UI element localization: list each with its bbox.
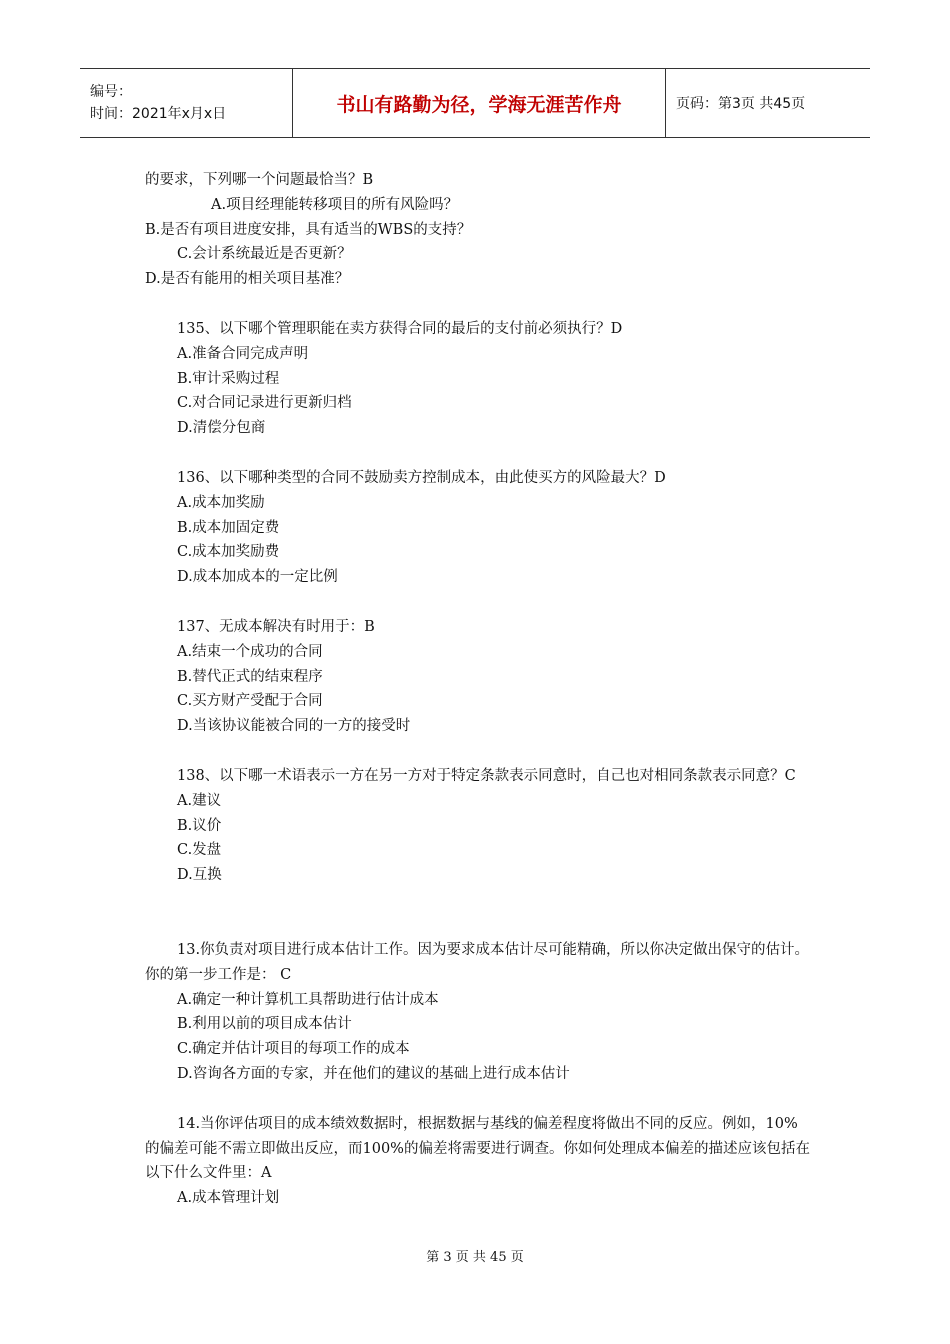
- option: A.结束一个成功的合同: [177, 643, 323, 660]
- question-text: 138、以下哪一术语表示一方在另一方对于特定条款表示同意时，自己也对相同条款表示同意？C: [177, 767, 796, 784]
- page-info-text: 页码：第3页 共45页: [676, 96, 806, 112]
- option: B.利用以前的项目成本估计: [177, 1016, 352, 1033]
- header-motto: [293, 69, 666, 137]
- option: A.项目经理能转移项目的所有风险吗？: [211, 196, 459, 213]
- question-text: 13.你负责对项目进行成本估计工作。因为要求成本估计尽可能精确，所以你决定做出保守的估计。你的第一步工作是： C: [145, 941, 810, 983]
- question-text: 136、以下哪种类型的合同不鼓励卖方控制成本，由此使买方的风险最大？D: [177, 469, 666, 486]
- page-footer: [0, 1246, 950, 1265]
- option: D.清偿分包商: [177, 420, 266, 437]
- motto-text: 书山有路勤为径，学海无涯苦作舟: [336, 93, 622, 116]
- header-page-info: [666, 69, 870, 137]
- option: C.买方财产受配于合同: [177, 693, 323, 710]
- option: D.是否有能用的相关项目基准？: [145, 271, 350, 288]
- option: B.议价: [177, 817, 222, 834]
- header-meta: [80, 69, 293, 137]
- question-text: 135、以下哪个管理职能在卖方获得合同的最后的支付前必须执行？D: [177, 320, 623, 337]
- question-text: 的要求，下列哪一个问题最恰当？B: [145, 172, 374, 188]
- option: A.成本管理计划: [177, 1190, 280, 1207]
- option: C.成本加奖励费: [177, 544, 280, 561]
- option: C.发盘: [177, 842, 222, 859]
- option: B.审计采购过程: [177, 370, 280, 387]
- document-number-label: 编号：: [90, 84, 132, 100]
- option: C.会计系统最近是否更新？: [177, 246, 352, 263]
- option: C.对合同记录进行更新归档: [177, 395, 352, 412]
- option: B.成本加固定费: [177, 519, 280, 536]
- question-text: 14.当你评估项目的成本绩效数据时，根据数据与基线的偏差程度将做出不同的反应。例如，10%的偏差可能不需立即做出反应，而100%的偏差将需要进行调查。你如何处理成本偏差的描述应该包括在以下什么文件里：A: [145, 1115, 810, 1182]
- option: D.互换: [177, 867, 222, 884]
- option: A.确定一种计算机工具帮助进行估计成本: [177, 991, 439, 1008]
- page-header: [80, 68, 870, 138]
- document-body: [145, 168, 810, 1211]
- option: B.是否有项目进度安排，具有适当的WBS的支持？: [145, 221, 472, 238]
- option: D.咨询各方面的专家，并在他们的建议的基础上进行成本估计: [177, 1065, 570, 1082]
- question-text: 137、无成本解决有时用于：B: [177, 618, 375, 635]
- option: A.准备合同完成声明: [177, 345, 309, 362]
- option: A.成本加奖励: [177, 494, 265, 511]
- date-label: 时间：2021年x月x日: [90, 106, 227, 122]
- option: A.建议: [177, 792, 222, 809]
- option: D.当该协议能被合同的一方的接受时: [177, 718, 411, 735]
- option: D.成本加成本的一定比例: [177, 569, 338, 586]
- option: B.替代正式的结束程序: [177, 668, 323, 685]
- option: C.确定并估计项目的每项工作的成本: [177, 1041, 410, 1058]
- footer-page-number: 第 3 页 共 45 页: [426, 1250, 524, 1265]
